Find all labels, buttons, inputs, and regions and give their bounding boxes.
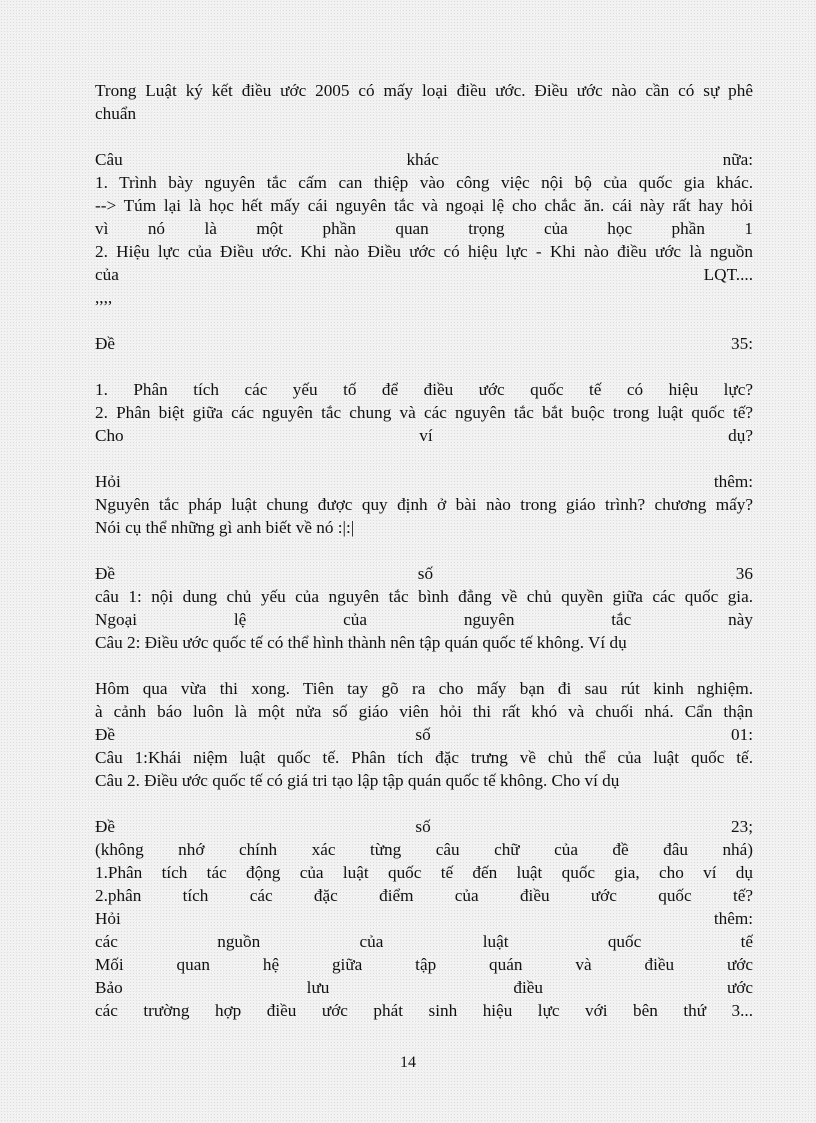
text-line: Đề 35: bbox=[95, 334, 753, 353]
page-number: 14 bbox=[400, 1054, 416, 1071]
text-line: Ngoại lệ của nguyên tắc này bbox=[95, 610, 753, 629]
text-line: Hôm qua vừa thi xong. Tiên tay gõ ra cho mấy bạn đi sau rút kinh nghiệm. bbox=[95, 679, 753, 698]
text-line: 1. Phân tích các yếu tố để điều ước quốc tế có hiệu lực? bbox=[95, 380, 753, 399]
text-line: 2.phân tích các đặc điểm của điều ước quốc tế? bbox=[95, 886, 753, 905]
text-line: chuẩn bbox=[95, 104, 137, 123]
text-line: 2. Phân biệt giữa các nguyên tắc chung và các nguyên tắc bắt buộc trong luật quốc tế? bbox=[95, 403, 753, 422]
text-line: Câu 2. Điều ước quốc tế có giá tri tạo lập tập quán quốc tế không. Cho ví dụ bbox=[95, 771, 620, 790]
blank-line bbox=[95, 125, 753, 148]
text-line: Nói cụ thể những gì anh biết về nó :|:| bbox=[95, 518, 355, 537]
blank-line bbox=[95, 309, 753, 332]
text-line: à cảnh báo luôn là một nửa số giáo viên hỏi thi rất khó và chuối nhá. Cẩn thận bbox=[95, 702, 753, 721]
text-line: Đề số 01: bbox=[95, 725, 753, 744]
text-line: (không nhớ chính xác từng câu chữ của đề đâu nhá) bbox=[95, 840, 753, 859]
text-line: 2. Hiệu lực của Điều ước. Khi nào Điều ước có hiệu lực - Khi nào điều ước là nguồn bbox=[95, 242, 753, 261]
text-line: Câu 2: Điều ước quốc tế có thể hình thành nên tập quán quốc tế không. Ví dụ bbox=[95, 633, 627, 652]
blank-line bbox=[95, 654, 753, 677]
blank-line bbox=[95, 792, 753, 815]
text-line: Trong Luật ký kết điều ước 2005 có mấy loại điều ước. Điều ước nào cần có sự phê bbox=[95, 81, 753, 100]
text-line: Nguyên tắc pháp luật chung được quy định ở bài nào trong giáo trình? chương mấy? bbox=[95, 495, 753, 514]
text-line: câu 1: nội dung chủ yếu của nguyên tắc bình đẳng về chủ quyền giữa các quốc gia. bbox=[95, 587, 753, 606]
text-line: Đề số 36 bbox=[95, 564, 753, 583]
text-line: Câu 1:Khái niệm luật quốc tế. Phân tích đặc trưng về chủ thể của luật quốc tế. bbox=[95, 748, 753, 767]
text-line: các trường hợp điều ước phát sinh hiệu lực với bên thứ 3... bbox=[95, 1001, 753, 1020]
blank-line bbox=[95, 539, 753, 562]
text-line: vì nó là một phần quan trọng của học phần 1 bbox=[95, 219, 753, 238]
text-line: Hỏi thêm: bbox=[95, 472, 753, 491]
text-line: các nguồn của luật quốc tế bbox=[95, 932, 753, 951]
text-line: Hỏi thêm: bbox=[95, 909, 753, 928]
text-line: Câu khác nữa: bbox=[95, 150, 753, 169]
text-line: Cho ví dụ? bbox=[95, 426, 753, 445]
text-line: Bảo lưu điều ước bbox=[95, 978, 753, 997]
blank-line bbox=[95, 447, 753, 470]
text-line: của LQT.... bbox=[95, 265, 753, 284]
text-line: Mối quan hệ giữa tập quán và điều ước bbox=[95, 955, 753, 974]
text-line: Đề số 23; bbox=[95, 817, 753, 836]
text-line: 1. Trình bày nguyên tắc cấm can thiệp vào công việc nội bộ của quốc gia khác. bbox=[95, 173, 753, 192]
text-line: 1.Phân tích tác động của luật quốc tế đến luật quốc gia, cho ví dụ bbox=[95, 863, 753, 882]
blank-line bbox=[95, 355, 753, 378]
text-line: --> Túm lại là học hết mấy cái nguyên tắc và ngoại lệ cho chắc ăn. cái này rất hay hỏi bbox=[95, 196, 753, 215]
text-line: ,,,, bbox=[95, 288, 113, 307]
document-body bbox=[95, 79, 753, 1022]
